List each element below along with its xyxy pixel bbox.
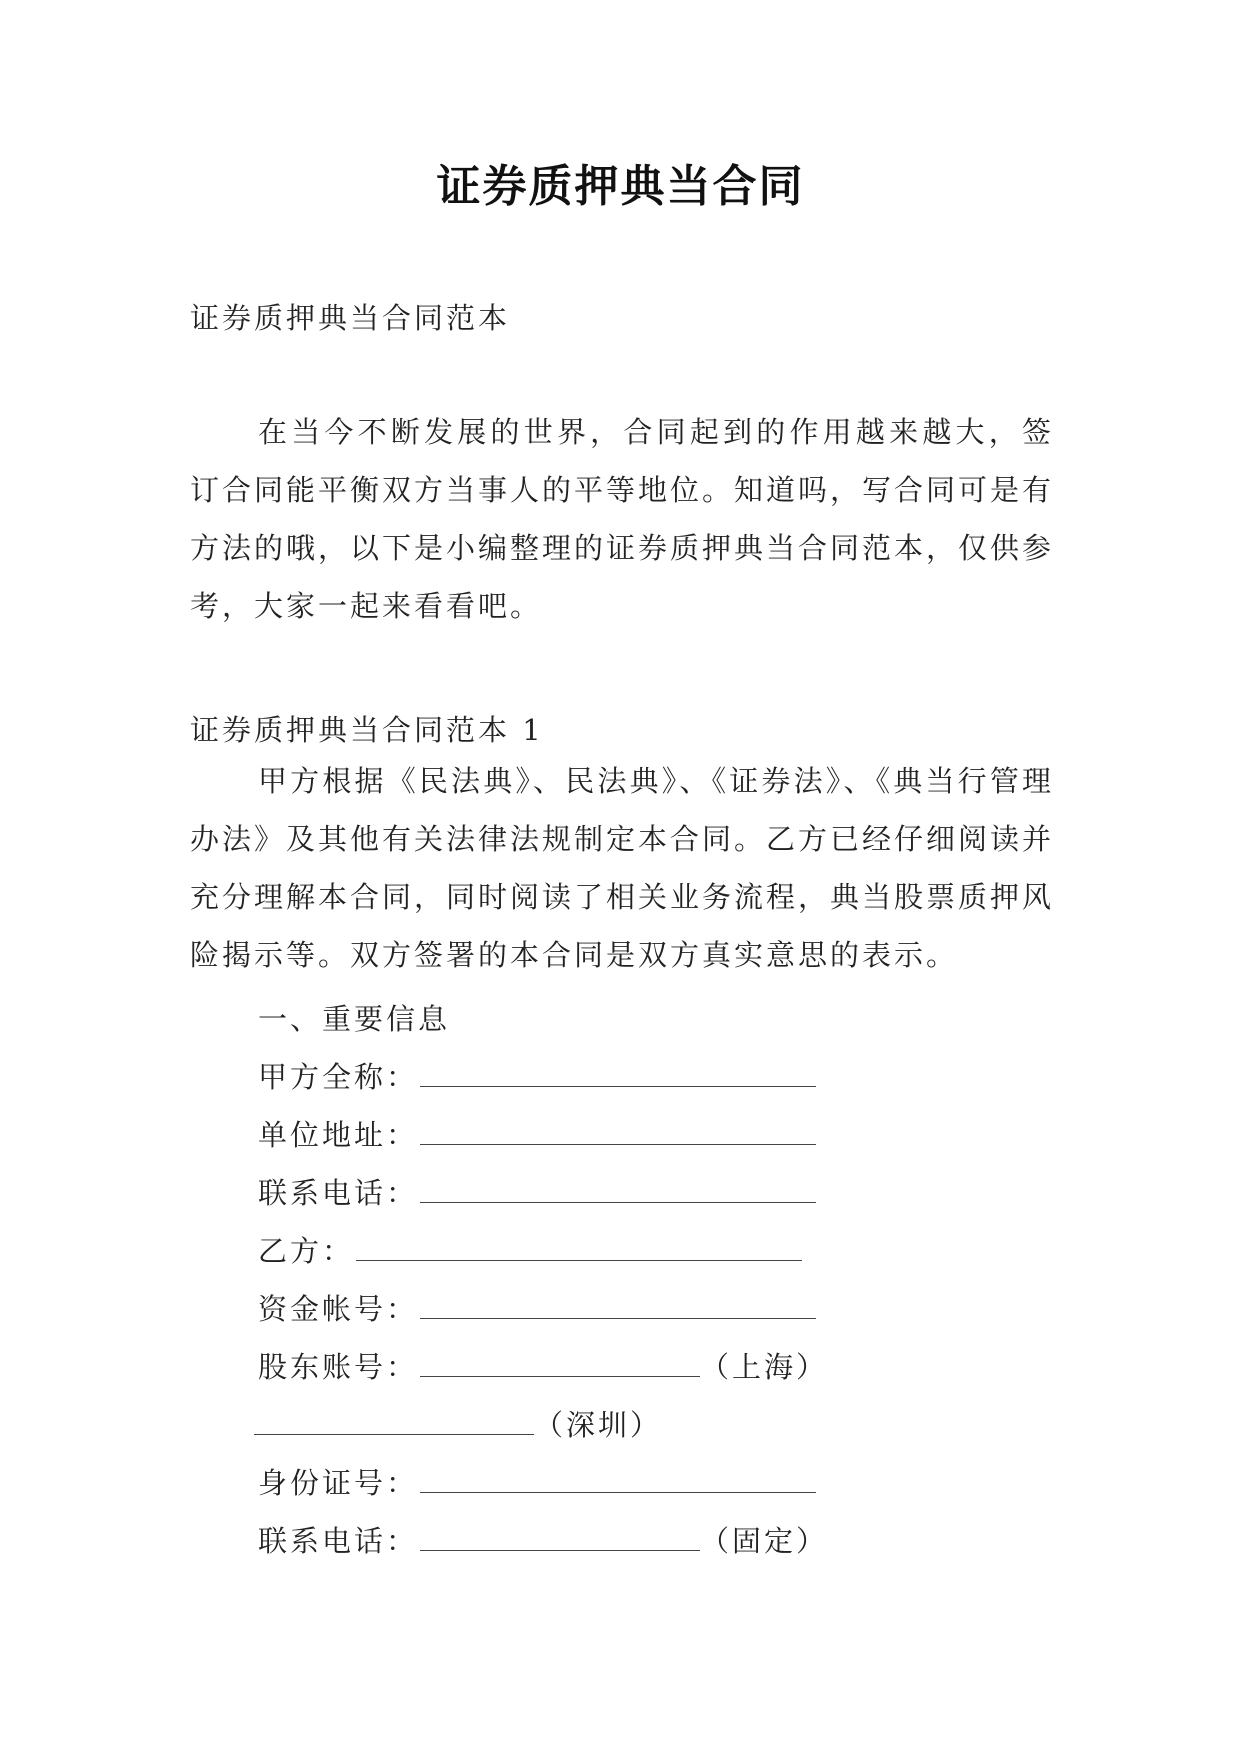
intro-paragraph: 在当今不断发展的世界，合同起到的作用越来越大，签订合同能平衡双方当事人的平等地位。知道吗，写合同可是有方法的哦，以下是小编整理的证券质押典当合同范本，仅供参考，大家一起来看看吧。 [190, 415, 1055, 623]
id-number-field [258, 1461, 816, 1502]
shanghai-suffix: （上海） [700, 1350, 829, 1384]
fund-account-blank[interactable] [420, 1296, 816, 1319]
phone-a-field [258, 1171, 816, 1212]
phone-b-blank[interactable] [420, 1528, 700, 1551]
party-b-label: 乙方： [258, 1234, 355, 1268]
id-number-label: 身份证号： [258, 1466, 419, 1500]
shanghai-account-blank[interactable] [420, 1354, 700, 1377]
party-b-blank[interactable] [356, 1238, 802, 1261]
party-a-name-field [258, 1055, 816, 1096]
shareholder-account-field [258, 1345, 828, 1386]
shenzhen-account-blank[interactable] [254, 1412, 534, 1435]
fund-account-field [258, 1287, 816, 1328]
fixed-suffix: （固定） [700, 1524, 829, 1558]
party-a-name-label: 甲方全称： [258, 1060, 419, 1094]
id-number-blank[interactable] [420, 1470, 816, 1493]
document-subtitle: 证券质押典当合同范本 [190, 301, 511, 335]
sample-1-body: 甲方根据《民法典》、民法典》、《证券法》、《典当行管理办法》及其他有关法律法规制定本合同。乙方已经仔细阅读并充分理解本合同，同时阅读了相关业务流程，典当股票质押风险揭示等。双方签署的本合同是双方真实意思的表示。 [190, 764, 1055, 972]
party-b-field [258, 1229, 802, 1270]
party-a-name-blank[interactable] [420, 1064, 816, 1087]
shenzhen-account-field [254, 1403, 662, 1444]
section-heading-important-info: 一、重要信息 [258, 1002, 451, 1036]
fund-account-label: 资金帐号： [258, 1292, 419, 1326]
shareholder-account-label: 股东账号： [258, 1350, 419, 1384]
phone-a-label: 联系电话： [258, 1176, 419, 1210]
shenzhen-suffix: （深圳） [534, 1408, 663, 1442]
phone-b-label: 联系电话： [258, 1524, 419, 1558]
sample-1-heading: 证券质押典当合同范本 1 [190, 713, 544, 747]
phone-a-blank[interactable] [420, 1180, 816, 1203]
unit-address-field [258, 1113, 816, 1154]
document-title: 证券质押典当合同 [436, 161, 805, 212]
phone-b-field [258, 1519, 828, 1560]
unit-address-blank[interactable] [420, 1122, 816, 1145]
unit-address-label: 单位地址： [258, 1118, 419, 1152]
